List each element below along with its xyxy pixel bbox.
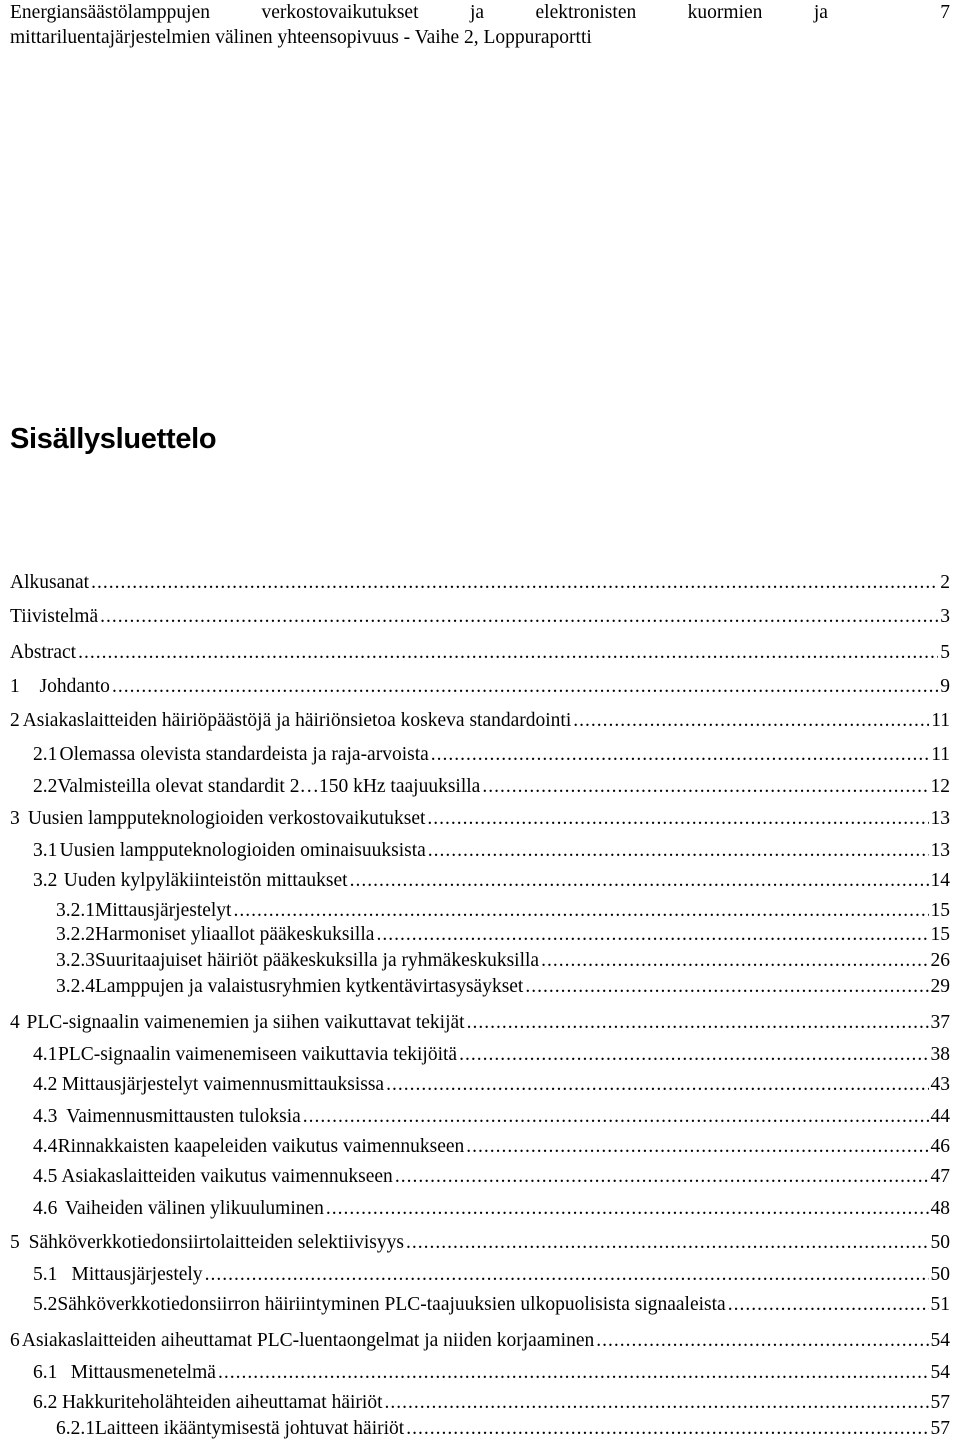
toc-entry-number: 3.2.3	[56, 950, 95, 971]
toc-entry-page: 12	[930, 776, 950, 797]
toc-leader-dots	[326, 1196, 929, 1222]
toc-entry[interactable]	[0, 1010, 950, 1036]
toc-entry[interactable]	[0, 742, 950, 768]
toc-entry-title: Harmoniset yliaallot pääkeskuksilla	[95, 924, 375, 945]
toc-entry-page: 26	[930, 950, 950, 971]
toc-leader-dots	[541, 948, 928, 974]
toc-entry[interactable]	[0, 774, 950, 800]
toc-leader-dots	[573, 708, 929, 734]
toc-entry[interactable]	[0, 1104, 950, 1130]
toc-leader-dots	[386, 1072, 928, 1098]
toc-leader-dots	[395, 1164, 929, 1190]
toc-entry-number: 2.2	[33, 776, 58, 797]
toc-entry-number: 5.2	[33, 1294, 58, 1315]
toc-leader-dots	[467, 1010, 929, 1036]
toc-entry[interactable]	[0, 1164, 950, 1190]
toc-leader-dots	[91, 570, 938, 596]
toc-entry-number: 3.2.4	[56, 976, 95, 997]
toc-entry-page: 11	[931, 710, 950, 731]
toc-entry[interactable]	[0, 570, 950, 596]
toc-entry-title: Olemassa olevista standardeista ja raja-arvoista	[59, 744, 429, 765]
toc-leader-dots	[427, 806, 928, 832]
toc-entry[interactable]	[0, 674, 950, 700]
toc-entry[interactable]	[0, 1292, 950, 1318]
toc-entry-number: 4.4	[33, 1136, 58, 1157]
toc-entry[interactable]	[0, 1042, 950, 1068]
toc-entry-title: Asiakaslaitteiden aiheuttamat PLC-luentaongelmat ja niiden korjaaminen	[21, 1330, 595, 1351]
toc-entry-number: 5.1	[33, 1264, 58, 1285]
toc-entry[interactable]	[0, 708, 950, 734]
toc-entry-title: Uusien lampputeknologioiden verkostovaikutukset	[27, 808, 426, 829]
toc-entry-page: 48	[930, 1198, 950, 1219]
toc-entry-page: 2	[940, 572, 950, 593]
header-word: Energiansäästölamppujen	[10, 2, 210, 23]
toc-entry-title: Suuritaajuiset häiriöt pääkeskuksilla ja ryhmäkeskuksilla	[95, 950, 540, 971]
toc-leader-dots	[233, 898, 928, 924]
toc-entry[interactable]	[0, 1134, 950, 1160]
toc-entry-title: Vaiheiden välinen ylikuuluminen	[65, 1198, 324, 1219]
toc-heading: Sisällysluettelo	[10, 423, 217, 455]
toc-entry-page: 13	[930, 840, 950, 861]
toc-entry-title: PLC-signaalin vaimenemiseen vaikuttavia tekijöitä	[57, 1044, 458, 1065]
toc-entry-number: 3.2	[33, 870, 58, 891]
toc-entry-page: 11	[931, 744, 950, 765]
header-word: elektronisten	[535, 2, 637, 23]
toc-entry-page: 44	[930, 1106, 950, 1127]
toc-leader-dots	[596, 1328, 928, 1354]
toc-entry-title: PLC-signaalin vaimenemien ja siihen vaikuttavat tekijät	[26, 1012, 465, 1033]
toc-entry-page: 37	[930, 1012, 950, 1033]
toc-entry-page: 57	[930, 1418, 950, 1439]
toc-entry-number: 3.2.2	[56, 924, 95, 945]
toc-entry-page: 54	[930, 1362, 950, 1383]
toc-entry-number: 6.1	[33, 1362, 58, 1383]
toc-entry[interactable]	[0, 1230, 950, 1256]
toc-entry-page: 54	[930, 1330, 950, 1351]
toc-leader-dots	[100, 604, 938, 630]
toc-entry-title: Sähköverkkotiedonsiirron häiriintyminen PLC-taajuuksien ulkopuolisista signaaleista	[57, 1294, 726, 1315]
toc-entry[interactable]	[0, 604, 950, 630]
toc-entry-title: Sähköverkkotiedonsiirtolaitteiden selektiivisyys	[28, 1232, 404, 1253]
toc-entry-title: Mittausmenetelmä	[70, 1362, 216, 1383]
toc-entry-title: Rinnakkaisten kaapeleiden vaikutus vaimennukseen	[57, 1136, 465, 1157]
toc-entry[interactable]	[0, 1360, 950, 1386]
toc-entry-page: 38	[930, 1044, 950, 1065]
toc-entry-page: 46	[930, 1136, 950, 1157]
toc-entry-number: 3	[10, 808, 20, 829]
header-word: ja	[813, 2, 828, 23]
toc-entry-page: 51	[930, 1294, 950, 1315]
toc-entry-title: Asiakaslaitteiden häiriöpäästöjä ja häiriönsietoa koskeva standardointi	[22, 710, 572, 731]
toc-entry-title: Mittausjärjestelyt vaimennusmittauksissa	[61, 1074, 385, 1095]
toc-entry-number: 1	[10, 676, 20, 697]
toc-leader-dots	[482, 774, 928, 800]
toc-leader-dots	[406, 1230, 929, 1256]
header-word: verkostovaikutukset	[261, 2, 419, 23]
toc-entry-page: 3	[940, 606, 950, 627]
toc-entry-number: 6.2.1	[56, 1418, 95, 1439]
toc-entry[interactable]	[0, 922, 950, 948]
toc-leader-dots	[428, 838, 929, 864]
toc-entry-title: Alkusanat	[10, 572, 90, 593]
toc-entry-number: 4.3	[33, 1106, 58, 1127]
toc-entry[interactable]	[0, 838, 950, 864]
toc-leader-dots	[525, 974, 928, 1000]
toc-entry-number: 3.2.1	[56, 900, 95, 921]
toc-entry[interactable]	[0, 868, 950, 894]
toc-entry-title: Hakkuriteholähteiden aiheuttamat häiriöt	[61, 1392, 383, 1413]
toc-leader-dots	[112, 674, 938, 700]
toc-entry-title: Johdanto	[39, 676, 110, 697]
toc-entry-page: 15	[930, 924, 950, 945]
toc-entry-number: 4.2	[33, 1074, 58, 1095]
toc-entry-number: 4	[10, 1012, 20, 1033]
toc-entry-title: Mittausjärjestely	[71, 1264, 203, 1285]
toc-leader-dots	[459, 1042, 928, 1068]
header-line-1	[10, 0, 950, 25]
page-number: 7	[940, 2, 950, 23]
toc-entry-title: Asiakaslaitteiden vaikutus vaimennukseen	[61, 1166, 393, 1187]
toc-entry[interactable]	[0, 1328, 950, 1354]
toc-leader-dots	[385, 1390, 929, 1416]
toc-entry-page: 15	[930, 900, 950, 921]
toc-entry[interactable]	[0, 1072, 950, 1098]
toc-entry-number: 3.1	[33, 840, 58, 861]
toc-entry[interactable]	[0, 1416, 950, 1442]
toc-entry-title: Laitteen ikääntymisestä johtuvat häiriöt	[95, 1418, 405, 1439]
toc-entry[interactable]	[0, 948, 950, 974]
toc-leader-dots	[218, 1360, 929, 1386]
header-line-2: mittariluentajärjestelmien välinen yhteensopivuus - Vaihe 2, Loppuraportti	[10, 27, 592, 48]
toc-entry[interactable]	[0, 1262, 950, 1288]
header-word: kuormien	[687, 2, 763, 23]
toc-leader-dots	[431, 742, 929, 768]
toc-leader-dots	[205, 1262, 929, 1288]
toc-leader-dots	[728, 1292, 929, 1318]
toc-leader-dots	[466, 1134, 928, 1160]
toc-entry-number: 4.5	[33, 1166, 58, 1187]
header-title-words	[10, 0, 828, 25]
toc-leader-dots	[303, 1104, 929, 1130]
toc-entry-title: Uuden kylpyläkiinteistön mittaukset	[63, 870, 348, 891]
toc-entry-page: 29	[930, 976, 950, 997]
toc-leader-dots	[78, 640, 938, 666]
toc-entry-number: 6.2	[33, 1392, 58, 1413]
toc-entry-number: 2	[10, 710, 20, 731]
toc-entry-page: 47	[930, 1166, 950, 1187]
header-word: ja	[469, 2, 485, 23]
toc-entry-number: 4.1	[33, 1044, 58, 1065]
toc-entry[interactable]	[0, 1196, 950, 1222]
toc-leader-dots	[350, 868, 929, 894]
toc-entry-number: 6	[10, 1330, 20, 1351]
toc-entry-page: 9	[940, 676, 950, 697]
toc-entry[interactable]	[0, 898, 950, 924]
toc-entry-title: Vaimennusmittausten tuloksia	[66, 1106, 301, 1127]
toc-entry-page: 50	[930, 1264, 950, 1285]
toc-leader-dots	[376, 922, 928, 948]
toc-entry-title: Mittausjärjestelyt	[95, 900, 232, 921]
toc-entry-title: Uusien lampputeknologioiden ominaisuuksista	[59, 840, 426, 861]
toc-entry-title: Abstract	[10, 642, 77, 663]
toc-entry-page: 13	[930, 808, 950, 829]
toc-entry-title: Tiivistelmä	[10, 606, 99, 627]
page-header	[10, 0, 950, 50]
toc-entry-page: 5	[940, 642, 950, 663]
toc-entry[interactable]	[0, 1390, 950, 1416]
toc-entry-page: 14	[930, 870, 950, 891]
toc-entry-page: 50	[930, 1232, 950, 1253]
toc-entry-title: Valmisteilla olevat standardit 2…150 kHz taajuuksilla	[57, 776, 481, 797]
toc-entry-page: 57	[930, 1392, 950, 1413]
toc-entry-page: 43	[930, 1074, 950, 1095]
toc-entry-number: 5	[10, 1232, 20, 1253]
toc-entry[interactable]	[0, 640, 950, 666]
toc-entry-number: 2.1	[33, 744, 58, 765]
toc-leader-dots	[406, 1416, 928, 1442]
toc-entry[interactable]	[0, 806, 950, 832]
toc-entry-number: 4.6	[33, 1198, 58, 1219]
toc-entry[interactable]	[0, 974, 950, 1000]
toc-entry-title: Lamppujen ja valaistusryhmien kytkentävirtasysäykset	[95, 976, 524, 997]
